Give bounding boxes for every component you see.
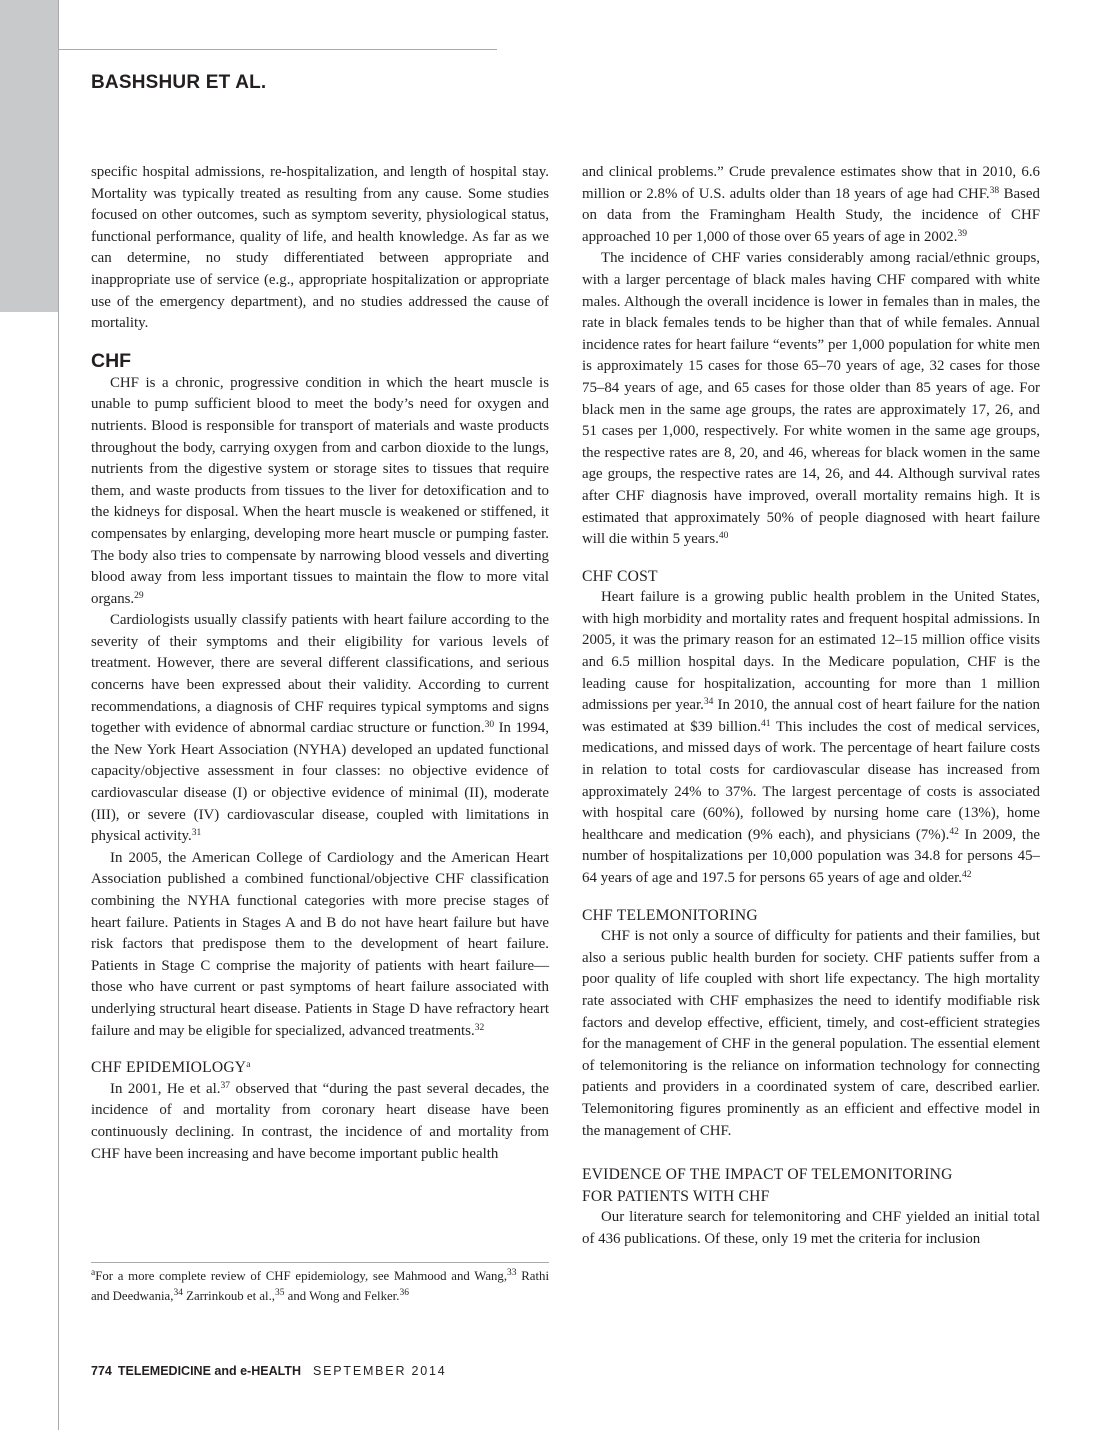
heading-evidence: EVIDENCE OF THE IMPACT OF TELEMONITORING FOR PATIENTS WITH CHF bbox=[582, 1166, 953, 1205]
paragraph-epidemiology-cont: and clinical problems.” Crude prevalence estimates show that in 2010, 6.6 million or 2.8% of U.S. adults older than 18 years of age had CHF.$^{38}$ Based on data from the Framingham Health Study, the incidence of CHF approached 10 per 1,000 of those over 65 years of age in 2002.39 bbox=[582, 164, 1040, 245]
paragraph-chf-definition: CHF is a chronic, progressive condition in which the heart muscle is unable to pump sufficient blood to meet the body’s need for oxygen and nutrients. Blood is responsible for transport of materials and waste products throughout the body, carrying oxygen from and carbon dioxide to the lungs, nutrients from the digestive system or storage sites to tissues that require them, and waste products from tissues to the liver for detoxification and to the kidneys for disposal. When the heart muscle is weakened or stiffened, it compensates by enlarging, developing more heart muscle or pumping faster. The body also tries to compensate by narrowing blood vessels and diverting blood away from less important tissues to maintain the flow to more vital organs.$^{29}$ bbox=[91, 374, 549, 607]
running-head: BASHSHUR ET AL. bbox=[91, 72, 267, 93]
citation: 40 bbox=[718, 531, 729, 542]
margin-tab bbox=[0, 0, 59, 312]
citation: 34 bbox=[703, 697, 714, 708]
citation: 38 bbox=[989, 185, 1000, 196]
heading-chf-cost: CHF COST bbox=[582, 567, 658, 585]
header-rule bbox=[59, 49, 497, 50]
paragraph-intro: specific hospital admissions, re-hospitalization, and length of hospital stay. Mortality was typically treated as resulting from any cause. Some studies focused on other outcomes, such as symptom severity, physiological status, functional performance, quality of life, and health knowledge. As far as we can determine, no study differentiated between appropriate and inappropriate use of service (e.g., appropriate hospitalization or appropriate use of the emergency department), and no studies addressed the cause of mortality. bbox=[91, 164, 549, 332]
footnote-rule bbox=[91, 1262, 549, 1263]
paragraph-cost: Heart failure is a growing public health problem in the United States, with high morbidity and mortality rates and frequent hospital admissions. In 2005, it was the primary reason for an estimated 12–15 million office visits and 6.5 million hospital days. In the Medicare population, CHF is the leading cause for hospitalization, accounting for more than 1 million admissions per year.$^{34}$ In 2010, the annual cost of heart failure for the nation was estimated at $39 billion.$^{41}$ This includes the cost of medical services, medications, and missed days of work. The percentage of heart failure costs in relation to total costs for cardiovascular disease has increased from approximately 24% to 37%. The largest percentage of costs is associated with hospital care (60%), followed by nursing home care (13%), home healthcare and medication (9% each), and physicians (7%).$^{42}$ In 2009, the number of hospitalizations per 10,000 population was 34.8 for persons 45–64 years of age and 197.5 for persons 65 years of age and older.$^{42}$ bbox=[582, 589, 1040, 886]
citation: 37 bbox=[220, 1080, 231, 1091]
citation: 42 bbox=[962, 870, 972, 880]
citation: 31 bbox=[191, 828, 202, 839]
page-number: 774 bbox=[91, 1364, 112, 1378]
heading-chf-telemonitoring: CHF TELEMONITORING bbox=[582, 906, 758, 924]
citation: 41 bbox=[760, 718, 771, 729]
paragraph-telemonitoring: CHF is not only a source of difficulty for patients and their families, but also a serious public health burden for society. CHF patients suffer from a poor quality of life coupled with short life expectancy. The high mortality rate associated with CHF emphasizes the need to identify modifiable risk factors and develop effective, efficient, timely, and cost-efficient strategies for the management of CHF in the general population. The essential element of telemonitoring is the reliance on information technology for connecting patients and providers in a coordinated system of care, described earlier. Telemonitoring figures prominently as an efficient and effective model in the management of CHF. bbox=[582, 928, 1040, 1139]
issue-date: SEPTEMBER 2014 bbox=[312, 1364, 447, 1378]
paragraph-incidence: The incidence of CHF varies considerably among racial/ethnic groups, with a larger percentage of black males having CHF compared with white males. Although the overall incidence is lower in females than in males, the rate in black females tends to be higher than that of while females. Annual incidence rates for heart failure “events” per 1,000 population for white men is approximately 15 cases for those 65–70 years of age, 32 cases for those 75–84 years of age, and 65 cases for those older than 85 years of age. For black men in the same age groups, the rates are approximately 17, 26, and 51 cases per 1,000, respectively. For white women in the same age groups, the respective rates are 8, 20, and 46, whereas for black women in the same age groups, the respective rates are 14, 26, and 44. Although survival rates after CHF diagnosis have improved, overall mortality remains high. It is estimated that approximately 50% of people diagnosed with heart failure will die within 5 years.$^{40}$ bbox=[582, 250, 1040, 548]
right-column bbox=[582, 162, 1040, 1312]
heading-chf-epidemiology: CHF EPIDEMIOLOGY$^a$ bbox=[91, 1059, 251, 1077]
citation: 39 bbox=[957, 228, 967, 239]
citation: 30 bbox=[484, 720, 495, 731]
journal-name: TELEMEDICINE and e-HEALTH bbox=[117, 1364, 301, 1378]
left-column bbox=[91, 162, 549, 1257]
paragraph-chf-stages: In 2005, the American College of Cardiology and the American Heart Association published a combined functional/objective CHF classification combining the NYHA functional categories with more precise stages of heart failure. Patients in Stages A and B do not have heart failure but have risk factors that predispose them to the development of heart failure. Patients in Stage C comprise the majority of patients with heart failure—those who have current or past symptoms of heart failure associated with underlying structural heart disease. Patients in Stage D have refractory heart failure and may be eligible for specialized, advanced treatments.$^{32}$ bbox=[91, 849, 549, 1039]
heading-chf: CHF bbox=[91, 349, 132, 372]
paragraph-evidence: Our literature search for telemonitoring and CHF yielded an initial total of 436 publications. Of these, only 19 met the criteria for inclusion bbox=[582, 1209, 1040, 1247]
footnote: $^a$For a more complete review of CHF epidemiology, see Mahmood and Wang,$^{33}$ Rathi and Deedwania,$^{34}$ Zarrinkoub et al.,$^{35}$ and Wong and Felker.$^{36}$ bbox=[91, 1268, 549, 1303]
page-footer bbox=[91, 1364, 447, 1378]
citation: 32 bbox=[474, 1022, 485, 1033]
footnote-mark: a bbox=[91, 1268, 96, 1278]
paragraph-chf-classification: Cardiologists usually classify patients with heart failure according to the severity of their symptoms and their eligibility for various levels of treatment. However, there are several different classifications, and serious concerns have been expressed about their validity. According to current recommendations, a diagnosis of CHF requires typical symptoms and signs together with evidence of abnormal cardiac structure or function.$^{30}$ In 1994, the New York Heart Association (NYHA) developed an updated functional capacity/objective assessment in four classes: no objective evidence of cardiovascular disease (I) or objective evidence of minimal (II), moderate (III), or severe (IV) cardiovascular disease, coupled with limitations in physical activity.$^{31}$ bbox=[91, 612, 549, 845]
footnote-mark: a bbox=[246, 1060, 251, 1071]
citation: 42 bbox=[949, 826, 959, 837]
margin-rule bbox=[58, 0, 59, 1430]
paragraph-epidemiology: In 2001, He et al.$^{37}$ observed that “during the past several decades, the incidence of and mortality from coronary heart disease have been continuously declining. In contrast, the incidence of and mortality from CHF have been increasing and have become important public health bbox=[91, 1080, 549, 1162]
citation: 29 bbox=[134, 590, 144, 601]
